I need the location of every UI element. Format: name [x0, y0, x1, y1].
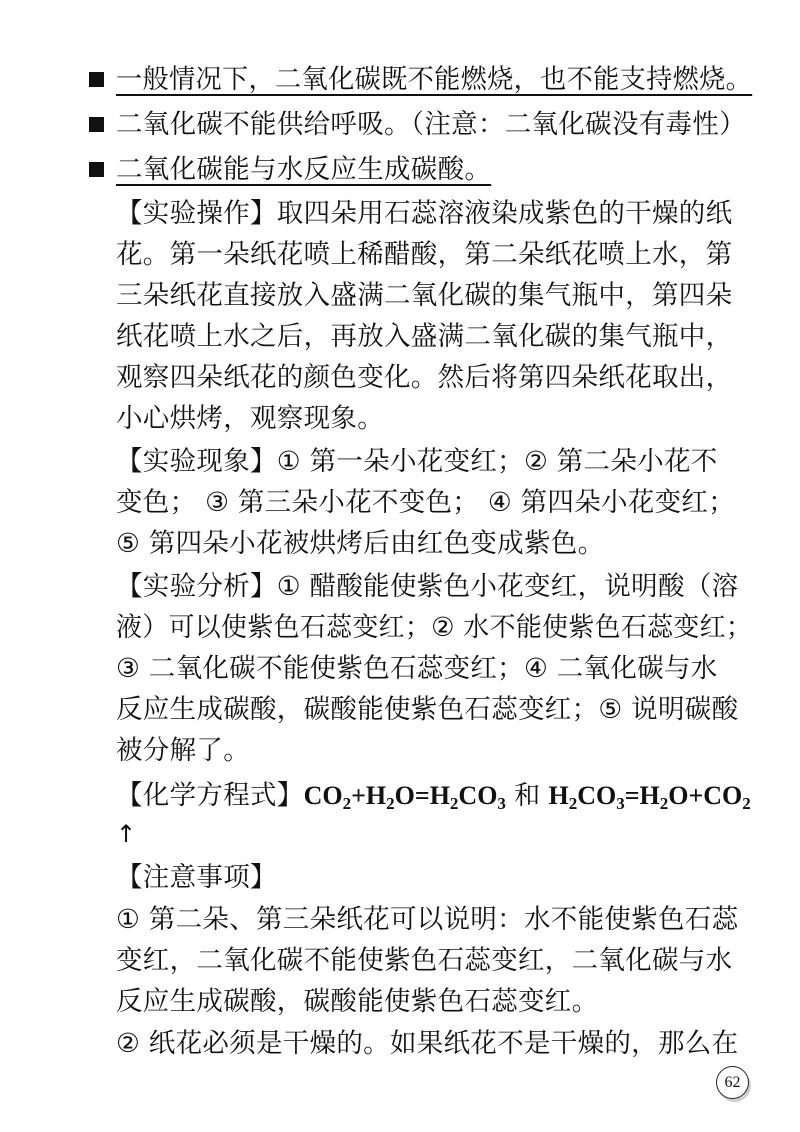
bullet-mark	[89, 72, 104, 87]
operation-line: 花。第一朵纸花喷上稀醋酸，第二朵纸花喷上水，第	[116, 239, 733, 270]
bullet-item: 二氧化碳不能供给呼吸。（注意：二氧化碳没有毒性）	[116, 109, 746, 140]
bullet-mark	[89, 162, 104, 177]
notes-line: ① 第二朵、第三朵纸花可以说明：水不能使紫色石蕊	[116, 904, 739, 935]
operation-line: 三朵纸花直接放入盛满二氧化碳的集气瓶中，第四朵	[116, 280, 733, 311]
phenomenon-line: ⑤ 第四朵小花被烘烤后由红色变成紫色。	[116, 528, 605, 559]
gas-arrow: ↑	[116, 820, 137, 848]
operation-line: 观察四朵纸花的颜色变化。然后将第四朵纸花取出，	[116, 362, 733, 393]
equation-label: 【化学方程式】	[116, 780, 304, 811]
notes-line: 变红，二氧化碳不能使紫色石蕊变红，二氧化碳与水	[116, 945, 733, 976]
bullet-item: 一般情况下，二氧化碳既不能燃烧，也不能支持燃烧。	[116, 64, 753, 95]
analysis-line: 液）可以使紫色石蕊变红；② 水不能使紫色石蕊变红；	[116, 612, 753, 643]
operation-line: 小心烘烤，观察现象。	[116, 403, 384, 434]
analysis-line: 反应生成碳酸，碳酸能使紫色石蕊变红；⑤ 说明碳酸	[116, 694, 739, 725]
page-number: 62	[716, 1066, 749, 1099]
phenomenon-line: 变色； ③ 第三朵小花不变色； ④ 第四朵小花变红；	[116, 487, 736, 518]
analysis-line: 被分解了。	[116, 735, 250, 766]
operation-line: 纸花喷上水之后，再放入盛满二氧化碳的集气瓶中，	[116, 321, 733, 352]
notes-line: ② 纸花必须是干燥的。如果纸花不是干燥的，那么在	[116, 1028, 739, 1059]
notes-heading: 【注意事项】	[116, 862, 277, 893]
equation-line	[116, 772, 751, 820]
bullet-item: 二氧化碳能与水反应生成碳酸。	[116, 154, 492, 185]
analysis-line: 【实验分析】① 醋酸能使紫色小花变红，说明酸（溶	[116, 571, 739, 602]
notes-line: 反应生成碳酸，碳酸能使紫色石蕊变红。	[116, 986, 599, 1017]
chemical-equation: $CO_2+H_2O=H_2CO_3$ 和 $H_2CO_3=H_2O+CO_2$	[303, 781, 751, 813]
phenomenon-line: 【实验现象】① 第一朵小花变红；② 第二朵小花不	[116, 446, 718, 477]
analysis-line: ③ 二氧化碳不能使紫色石蕊变红；④ 二氧化碳与水	[116, 653, 718, 684]
bullet-mark	[89, 117, 104, 132]
operation-line: 【实验操作】取四朵用石蕊溶液染成紫色的干燥的纸	[116, 198, 733, 229]
